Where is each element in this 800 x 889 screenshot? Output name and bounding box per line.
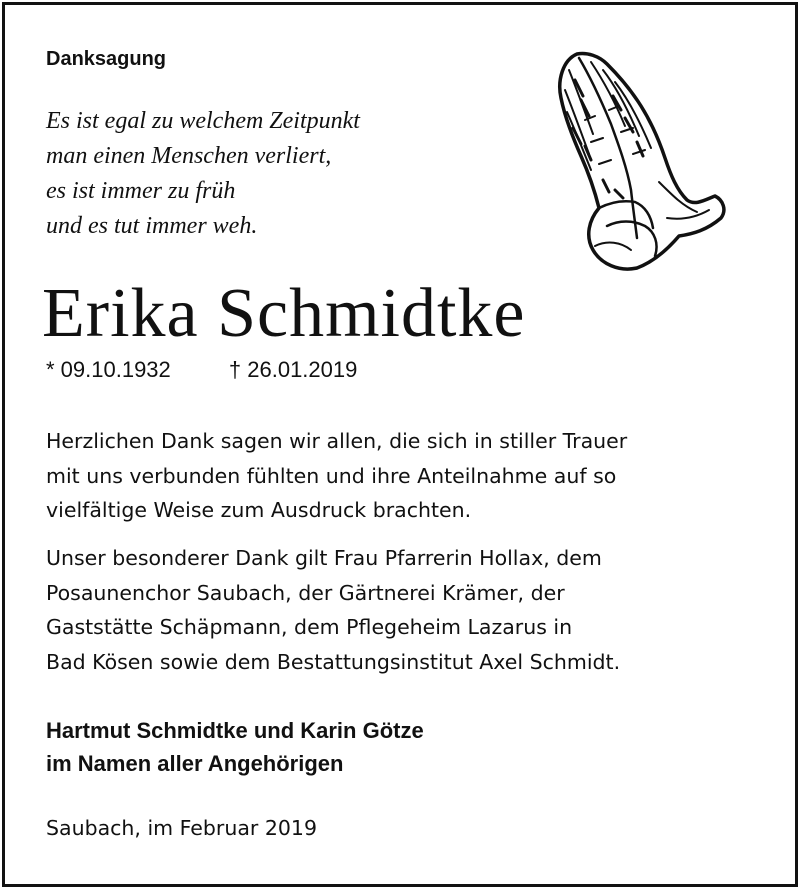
special-thanks-paragraph	[46, 541, 620, 679]
life-dates	[46, 356, 357, 384]
paragraph-line: Gaststätte Schäpmann, dem Pflegeheim Lazarus in	[46, 615, 573, 639]
poem	[46, 104, 360, 244]
poem-line: und es tut immer weh.	[46, 213, 258, 239]
thanks-paragraph	[46, 424, 627, 528]
place-date: Saubach, im Februar 2019	[46, 816, 318, 840]
signature-line: Hartmut Schmidtke und Karin Götze	[46, 718, 424, 743]
signature-line: im Namen aller Angehörigen	[46, 751, 344, 776]
paragraph-line: Bad Kösen sowie dem Bestattungsinstitut Axel Schmidt.	[46, 649, 621, 674]
paragraph-line: vielfältige Weise zum Ausdruck brachten.	[46, 498, 472, 522]
birth-date: * 09.10.1932	[46, 357, 171, 382]
notice-heading: Danksagung	[46, 48, 167, 70]
paragraph-line: mit uns verbunden fühlten und ihre Anteilnahme auf so	[46, 463, 617, 488]
praying-hands-icon	[555, 50, 730, 272]
paragraph-line: Unser besonderer Dank gilt Frau Pfarrerin Hollax, dem	[46, 546, 602, 570]
death-date: † 26.01.2019	[228, 357, 358, 382]
signature	[46, 714, 424, 780]
poem-line: Es ist egal zu welchem Zeitpunkt	[46, 108, 360, 134]
poem-line: es ist immer zu früh	[46, 178, 236, 204]
paragraph-line: Herzlichen Dank sagen wir allen, die sich in stiller Trauer	[46, 429, 628, 453]
poem-line: man einen Menschen verliert,	[46, 143, 332, 169]
paragraph-line: Posaunenchor Saubach, der Gärtnerei Krämer, der	[46, 580, 565, 605]
deceased-name: Erika Schmidtke	[42, 275, 526, 352]
